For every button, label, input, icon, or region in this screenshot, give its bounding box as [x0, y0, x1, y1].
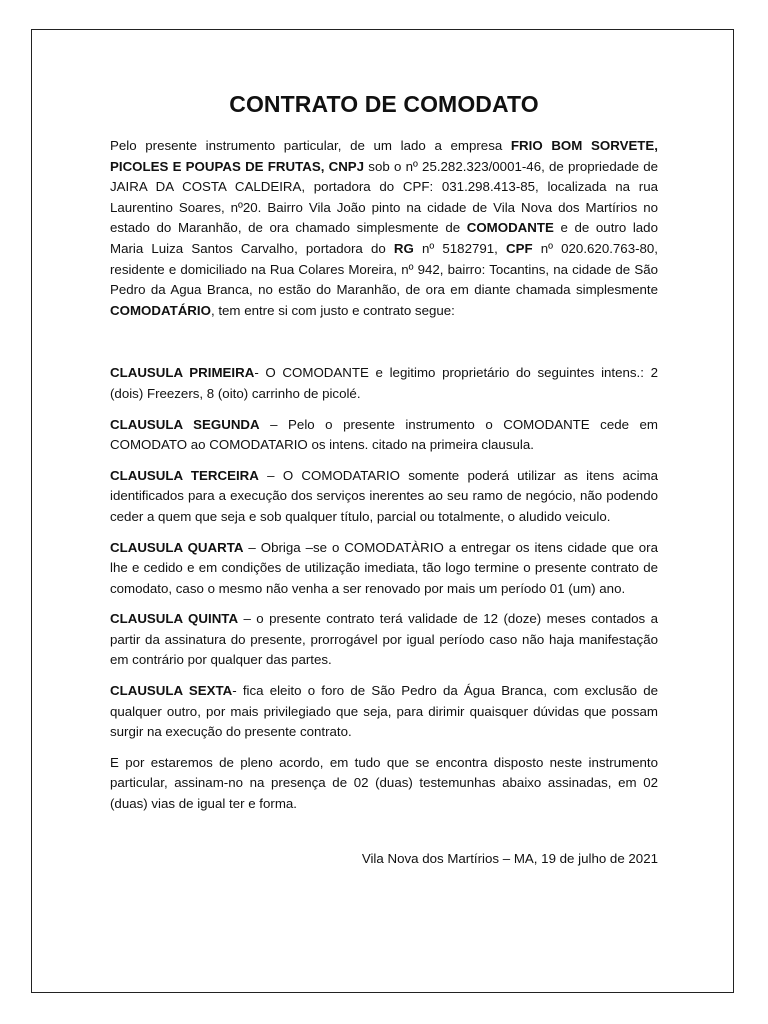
- comodante-term: COMODANTE: [466, 220, 554, 236]
- clause-segunda: [110, 415, 658, 456]
- clause-label: CLAUSULA QUINTA: [110, 611, 239, 627]
- clause-label: CLAUSULA PRIMEIRA: [110, 365, 255, 381]
- intro-text-4: nº 5182791,: [413, 240, 506, 256]
- rg-label: RG: [393, 240, 414, 256]
- clause-sexta: [110, 681, 658, 743]
- intro-text-6: , tem entre si com justo e contrato segue:: [210, 302, 455, 318]
- clause-quinta: [110, 609, 658, 671]
- intro-text-2: sob o nº 25.282.323/0001-46, de propriedade de JAIRA DA COSTA CALDEIRA, portadora do CPF: 031.298.413-85, localizada na rua Laurentino Soares, nº20. Bairro Vila João pinto na cidade de Vila Nova dos Martírios no estado do Maranhão, de ora chamado simplesmente de: [110, 158, 658, 236]
- intro-text-1: Pelo presente instrumento particular, de um lado a empresa: [110, 138, 511, 153]
- intro-paragraph: [110, 136, 658, 321]
- intro-text-3: e de outro lado Maria Luiza Santos Carvalho, portadora do: [110, 220, 658, 256]
- clause-label: CLAUSULA SEGUNDA: [110, 416, 260, 432]
- closing-paragraph: E por estaremos de pleno acordo, em tudo que se encontra disposto neste instrumento particular, assinam-no na presença de 02 (duas) testemunhas abaixo assinadas, em 02 (duas) vias de igual ter e forma.: [110, 754, 658, 812]
- cpf-label: CPF: [506, 240, 533, 256]
- place-and-date: Vila Nova dos Martírios – MA, 19 de julho de 2021: [361, 850, 658, 866]
- clause-terceira: [110, 466, 658, 528]
- clause-text: – o presente contrato terá validade de 12 (doze) meses contados a partir da assinatura do presente, prorrogável por igual período caso não haja manifestação em contrário por qualquer das partes.: [110, 611, 658, 668]
- clause-text: – Obriga –se o COMODATÀRIO a entregar os itens cidade que ora lhe e cedido e em condições de utilização imediata, tão logo termine o presente contrato de comodato, caso o mesmo não venha a ser renovado por mais um período 01 (um) ano.: [110, 539, 658, 596]
- clause-label: CLAUSULA SEXTA: [110, 683, 233, 699]
- clause-label: CLAUSULA QUARTA: [110, 539, 244, 555]
- company-name: FRIO BOM SORVETE, PICOLES E POUPAS DE FRUTAS, CNPJ: [110, 138, 658, 174]
- clause-text: – Pelo o presente instrumento o COMODANTE cede em COMODATO ao COMODATARIO os intens. citado na primeira clausula.: [110, 416, 658, 453]
- intro-text-5: nº 020.620.763-80, residente e domiciliado na Rua Colares Moreira, nº 942, bairro: Tocantins, na cidade de São Pedro da Agua Branca, no estão do Maranhão, de ora em diante chamada simplesmente: [110, 240, 659, 298]
- clause-text: - O COMODANTE e legitimo proprietário do seguintes intens.: 2 (dois) Freezers, 8 (oito) carrinho de picolé.: [110, 365, 658, 401]
- comodatario-term: COMODATÁRIO: [110, 302, 211, 318]
- contract-body: [110, 86, 658, 869]
- clause-text: – O COMODATARIO somente poderá utilizar as itens acima identificados para a execução dos serviços inerentes ao seu ramo de negócio, não podendo ceder a quem que seja e sob qualquer título, parcial ou totalmente, o aludido veiculo.: [110, 467, 658, 524]
- clause-quarta: [110, 538, 658, 600]
- clause-label: CLAUSULA TERCEIRA: [110, 467, 259, 483]
- clause-primeira: [110, 363, 658, 404]
- document-title: CONTRATO DE COMODATO: [229, 91, 539, 117]
- clause-text: - fica eleito o foro de São Pedro da Água Branca, com exclusão de qualquer outro, por mais privilegiado que seja, para dirimir quaisquer dúvidas que possam surgir na execução do presente contrato.: [110, 683, 659, 740]
